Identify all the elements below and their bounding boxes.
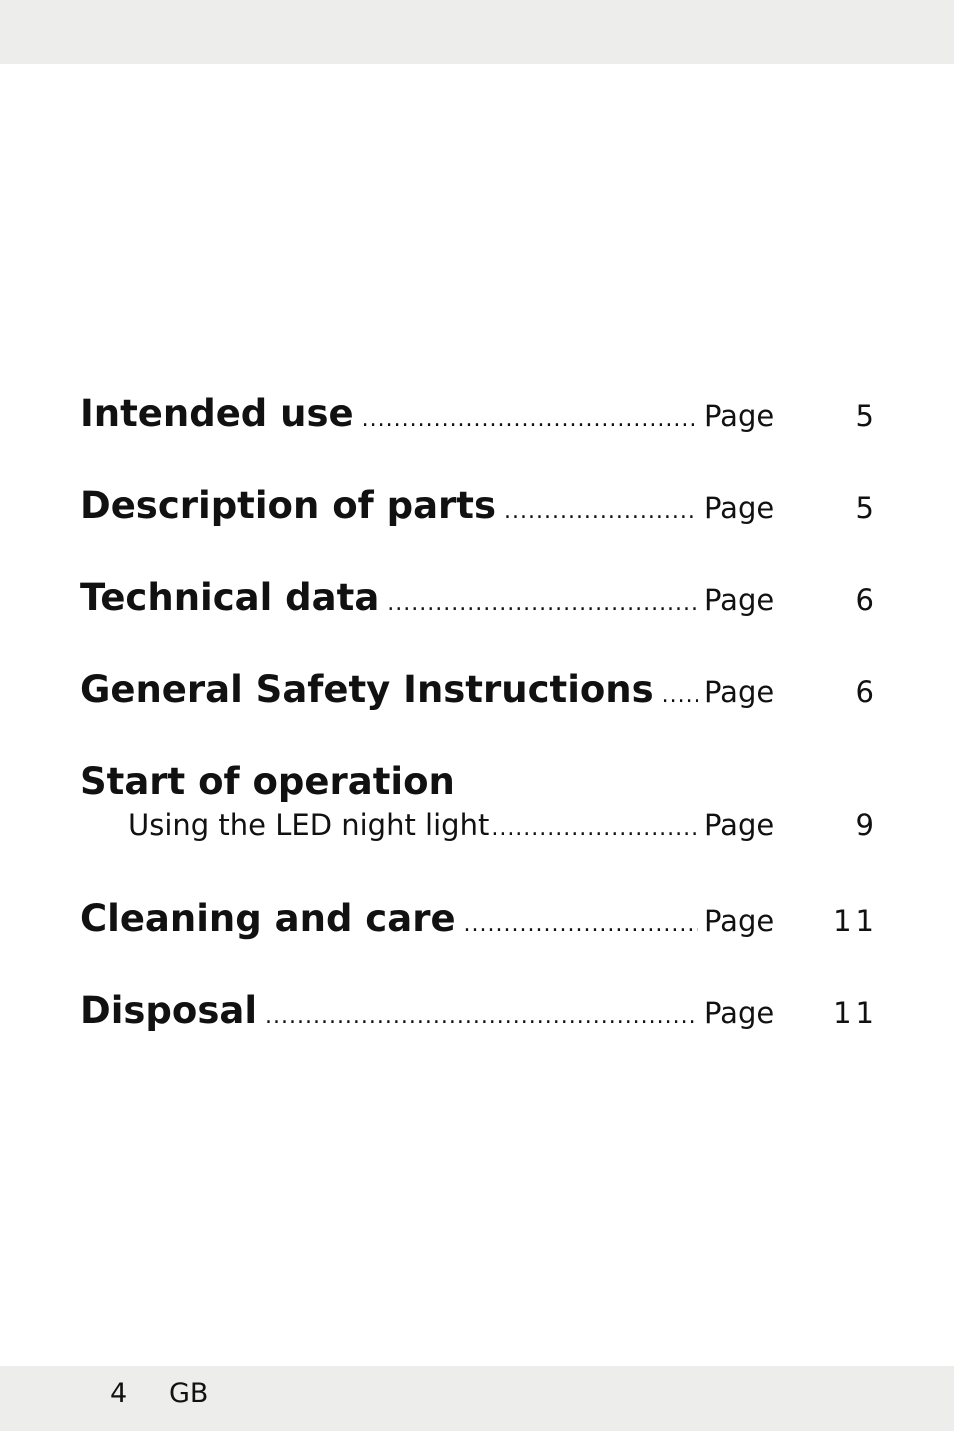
toc-leader-dots xyxy=(265,1004,698,1029)
toc-row xyxy=(80,576,878,622)
toc-page-number: 6 xyxy=(855,583,878,617)
toc-title: Description of parts xyxy=(80,484,496,527)
toc-row xyxy=(80,897,878,943)
toc-leader-dots xyxy=(504,499,698,524)
toc-row xyxy=(80,989,878,1035)
toc-page-label: Page xyxy=(704,491,775,525)
toc-row xyxy=(80,484,878,530)
toc-entry-start-of-operation xyxy=(80,760,878,897)
table-of-contents xyxy=(80,392,878,1081)
toc-page-number: 11 xyxy=(833,996,878,1030)
toc-page-label: Page xyxy=(704,808,775,842)
toc-leader-dots xyxy=(662,683,698,708)
toc-entry-technical-data[interactable] xyxy=(80,576,878,668)
toc-row xyxy=(80,760,874,808)
toc-title: Intended use xyxy=(80,392,354,435)
toc-leader-dots xyxy=(491,816,698,841)
toc-entry-general-safety-instructions[interactable] xyxy=(80,668,878,760)
toc-entry-disposal[interactable] xyxy=(80,989,878,1081)
toc-title: Cleaning and care xyxy=(80,897,456,940)
toc-page-number: 5 xyxy=(855,491,878,525)
toc-leader-dots xyxy=(464,912,698,937)
toc-leader-dots xyxy=(362,407,698,432)
toc-title: Technical data xyxy=(80,576,380,619)
toc-row xyxy=(80,668,878,714)
toc-title: Disposal xyxy=(80,989,257,1032)
toc-page-label: Page xyxy=(704,675,775,709)
toc-leader-dots xyxy=(387,591,698,616)
toc-page-number: 6 xyxy=(855,675,878,709)
toc-subtitle: Using the LED night light xyxy=(128,808,490,842)
toc-section-heading: Start of operation xyxy=(80,760,455,803)
footer-band xyxy=(0,1366,954,1431)
toc-row xyxy=(80,392,878,438)
toc-page-number: 11 xyxy=(833,904,878,938)
toc-entry-description-of-parts[interactable] xyxy=(80,484,878,576)
toc-subrow-using-led-night-light[interactable] xyxy=(80,808,878,852)
top-band xyxy=(0,0,954,64)
toc-entry-intended-use[interactable] xyxy=(80,392,878,484)
footer-language-code: GB xyxy=(169,1378,209,1409)
toc-page-label: Page xyxy=(704,583,775,617)
toc-page-label: Page xyxy=(704,996,775,1030)
footer-page-number: 4 xyxy=(110,1378,128,1409)
toc-entry-cleaning-and-care[interactable] xyxy=(80,897,878,989)
toc-page-label: Page xyxy=(704,904,775,938)
toc-page-number: 9 xyxy=(855,808,878,842)
toc-page-number: 5 xyxy=(855,399,878,433)
toc-title: General Safety Instructions xyxy=(80,668,654,711)
toc-page-label: Page xyxy=(704,399,775,433)
